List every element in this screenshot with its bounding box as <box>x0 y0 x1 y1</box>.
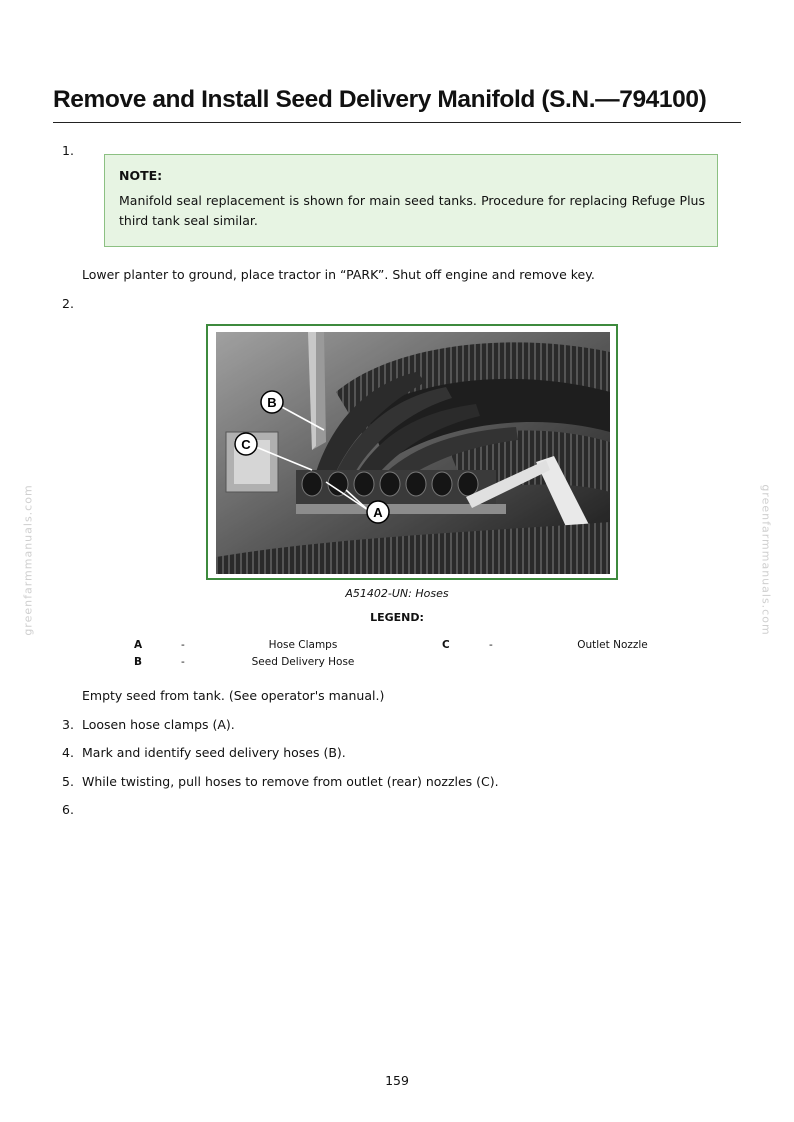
legend-dash-a: - <box>181 639 185 651</box>
legend-dash-c: - <box>489 639 493 651</box>
watermark-left: greenfarmmanuals.com <box>21 484 35 636</box>
legend-label-a: Hose Clamps <box>268 639 338 651</box>
hoses-photo <box>216 332 610 574</box>
note-label: NOTE: <box>119 168 163 183</box>
step-2-text: Empty seed from tank. (See operator's manual.) <box>82 688 385 703</box>
step-5-number: 5. <box>62 774 74 789</box>
legend-dash-b: - <box>181 656 185 668</box>
page-number: 159 <box>385 1073 409 1088</box>
svg-text:B: B <box>267 395 277 410</box>
callout-c <box>235 433 257 455</box>
step-4-number: 4. <box>62 745 74 760</box>
hoses-figure <box>206 324 618 580</box>
legend-label-b: Seed Delivery Hose <box>251 656 355 668</box>
step-4-text: Mark and identify seed delivery hoses (B). <box>82 745 346 760</box>
callout-b <box>261 391 283 413</box>
step-2-number: 2. <box>62 296 74 311</box>
legend-title: LEGEND: <box>370 611 424 624</box>
legend-key-c: C <box>442 639 450 651</box>
page-title: Remove and Install Seed Delivery Manifold (S.N.—794100) <box>53 86 707 113</box>
watermark-right: greenfarmmanuals.com <box>759 484 773 636</box>
step-3-number: 3. <box>62 717 74 732</box>
step-1-number: 1. <box>62 143 74 158</box>
note-box <box>104 154 718 247</box>
legend-key-a: A <box>134 639 143 651</box>
svg-text:C: C <box>241 437 251 452</box>
svg-text:A: A <box>373 505 383 520</box>
figure-caption: A51402-UN: Hoses <box>345 587 449 600</box>
step-1-text: Lower planter to ground, place tractor in “PARK”. Shut off engine and remove key. <box>82 267 595 282</box>
step-3-text: Loosen hose clamps (A). <box>82 717 235 732</box>
step-5-text: While twisting, pull hoses to remove from outlet (rear) nozzles (C). <box>82 774 499 789</box>
step-6-number: 6. <box>62 802 74 817</box>
legend-label-c: Outlet Nozzle <box>577 639 648 651</box>
note-body: Manifold seal replacement is shown for main seed tanks. Procedure for replacing Refuge Plus third tank seal similar. <box>119 193 705 228</box>
title-underline <box>53 122 741 123</box>
legend-key-b: B <box>134 656 143 668</box>
callout-a <box>367 501 389 523</box>
